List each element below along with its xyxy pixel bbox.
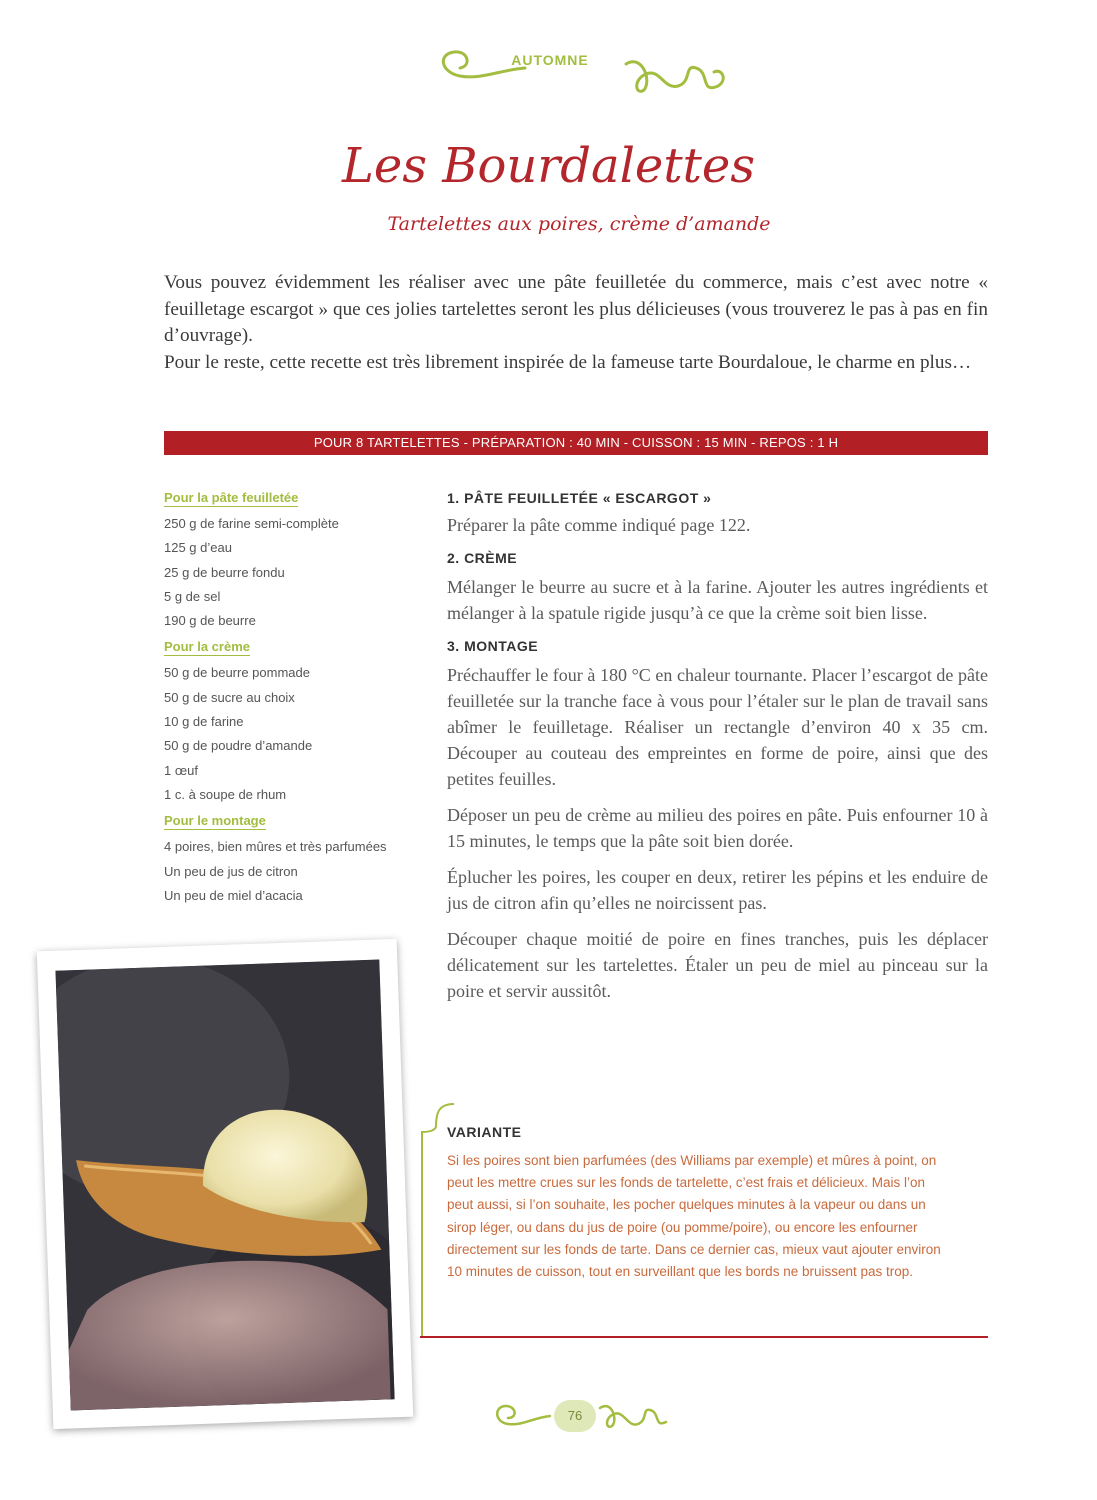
step-paragraph: Découper chaque moitié de poire en fines tranches, puis les déplacer délicatement sur les tartelettes. Étaler un peu de miel au pinceau sur la poire et servir aussitôt. — [447, 929, 988, 1001]
ingredient-item: 25 g de beurre fondu — [164, 564, 285, 580]
step-paragraph: Préchauffer le four à 180 °C en chaleur tournante. Placer l’escargot de pâte feuilletée sur la tranche face à vous pour l’étaler sur le plan de travail sans abîmer le feuilletage. Réaliser un rectangle d’environ 40 x 35 cm. Découper au couteau des empreintes en forme de poire, ainsi que des petites feuilles. — [447, 665, 988, 789]
variante-title: VARIANTE — [447, 1124, 522, 1140]
ingredient-item: 50 g de poudre d’amande — [164, 738, 313, 754]
ingredient-item: 4 poires, bien mûres et très parfumées — [164, 839, 387, 855]
ingredient-item: 1 œuf — [164, 762, 198, 778]
ingredient-item: 5 g de sel — [164, 588, 221, 604]
tartelette-photo — [55, 959, 394, 1410]
ingredient-item: 10 g de farine — [164, 714, 244, 730]
ingredient-group-title: Pour le montage — [164, 813, 266, 829]
step-paragraph: Éplucher les poires, les couper en deux, retirer les pépins et les enduire de jus de citron afin qu’elles ne noircissent pas. — [447, 867, 988, 913]
step-title: 3. MONTAGE — [447, 638, 539, 654]
variante-text: Si les poires sont bien parfumées (des Williams par exemple) et mûres à point, on peut les mettre crues sur les fonds de tartelette, c’est frais et délicieux. Mais l’on peut aussi, si l’on souhaite, les pocher quelques minutes à la vapeur ou dans un sirop léger, ou dans du jus de poire (ou pomme/poire), ou encore les enfourner directement sur les fonds de tarte. Dans ce dernier cas, mieux vaut ajouter environ 10 minutes de cuisson, tout en surveillant que les bords ne bruissent pas trop. — [447, 1153, 941, 1280]
steps-column — [447, 490, 988, 1004]
ingredient-item: 1 c. à soupe de rhum — [164, 786, 287, 802]
step-paragraph: Mélanger le beurre au sucre et à la farine. Ajouter les autres ingrédients et mélanger à la spatule rigide jusqu’à ce que la crème soit bien lisse. — [447, 577, 988, 623]
tartelette-photo-frame — [37, 939, 413, 1429]
step-paragraph: Préparer la pâte comme indiqué page 122. — [447, 515, 751, 535]
header-flourish-right — [622, 50, 732, 100]
section-tag: AUTOMNE — [511, 52, 589, 68]
ingredient-item: 50 g de beurre pommade — [164, 665, 310, 681]
ingredient-item: 125 g d’eau — [164, 540, 232, 556]
ingredient-item: Un peu de miel d’acacia — [164, 887, 303, 903]
step-paragraph: Déposer un peu de crème au milieu des poires en pâte. Puis enfourner 10 à 15 minutes, le temps que la pâte soit bien dorée. — [447, 805, 988, 851]
bottom-rule — [420, 1336, 988, 1338]
intro-paragraph: Vous pouvez évidemment les réaliser avec une pâte feuilletée du commerce, mais c’est avec notre « feuilletage escargot » que ces jolies tartelettes seront les plus délicieuses (vous trouverez le pas à pas en fin d’ouvrage). — [164, 272, 988, 346]
recipe-intro — [164, 270, 988, 376]
step-title: 2. CRÈME — [447, 550, 518, 566]
ingredient-item: Un peu de jus de citron — [164, 863, 298, 879]
step-title: 1. PÂTE FEUILLETÉE « ESCARGOT » — [447, 490, 712, 506]
ingredient-group-title: Pour la pâte feuilletée — [164, 490, 299, 505]
footer-flourish-right — [598, 1398, 670, 1434]
recipe-subtitle: Tartelettes aux poires, crème d’amande — [387, 213, 771, 235]
recipe-info-bar: POUR 8 TARTELETTES - PRÉPARATION : 40 MIN - CUISSON : 15 MIN - REPOS : 1 H — [164, 431, 988, 455]
tartelette-illustration — [55, 959, 394, 1410]
footer-flourish-left — [488, 1398, 552, 1434]
recipe-title: Les Bourdalettes — [342, 138, 755, 194]
ingredient-group-title: Pour la crème — [164, 639, 250, 655]
ingredient-item: 250 g de farine semi-complète — [164, 516, 339, 531]
ingredients-column — [164, 490, 414, 908]
ingredient-item: 190 g de beurre — [164, 613, 256, 629]
ingredient-item: 50 g de sucre au choix — [164, 689, 295, 705]
intro-paragraph: Pour le reste, cette recette est très librement inspirée de la fameuse tarte Bourdaloue, le charme en plus… — [164, 351, 972, 373]
page-number: 76 — [554, 1400, 596, 1432]
